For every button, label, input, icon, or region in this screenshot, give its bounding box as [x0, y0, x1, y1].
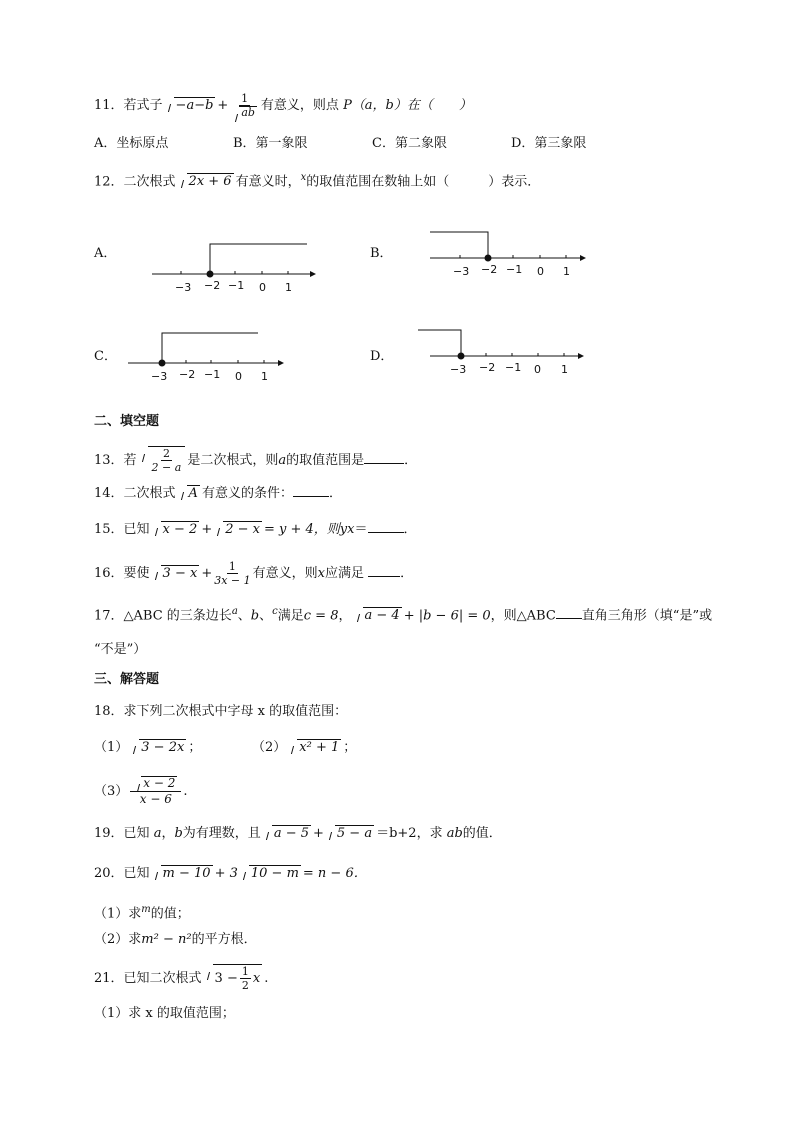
tick-label: −1	[506, 263, 523, 276]
question-20: 20．已知 m − 10 + 3 10 − m = n − 6．	[94, 864, 367, 884]
q16-answer-blank[interactable]	[368, 576, 400, 577]
q11-label: 11．若式子	[94, 98, 163, 113]
question-14: 14．二次根式 A 有意义的条件： ．	[94, 484, 342, 504]
q18-part-3: （3） $\frac{x - 2}{x - 6}$ .	[94, 776, 188, 806]
tick-label: −3	[175, 281, 192, 294]
q21-part-1: （1）求 x 的取值范围；	[94, 1006, 235, 1021]
q18-part-2: （2） x² + 1 ；	[252, 738, 356, 758]
tick-label: −2	[179, 368, 196, 381]
q11-point: P（a，b）在（ ）	[343, 98, 472, 113]
section-heading-fill-in: 二、填空题	[94, 414, 160, 429]
q15-answer-blank[interactable]	[368, 532, 404, 533]
tick-label: −3	[450, 363, 467, 376]
q12-radical: 2x + 6	[178, 172, 234, 192]
q20-part-2: （2）求m² − n²的平方根．	[94, 932, 257, 947]
question-19: 19．已知 a，b为有理数，且 a − 5 + 5 − a ＝b+2，求 ab的值．	[94, 824, 502, 844]
tick-label: 1	[261, 370, 268, 383]
number-line-a	[150, 236, 320, 296]
q14-radical: A	[178, 484, 200, 504]
tick-label: −2	[479, 361, 496, 374]
q18-part-1: （1） 3 − 2x ；	[94, 738, 201, 758]
question-11: 11．若式子 −a−b + $\frac{1}{ab}$ 有意义，则点 P（a，b）在（ ）	[94, 92, 472, 119]
question-13: 13．若 $\frac{2}{2 - a}$ 是二次根式，则a的取值范围是 ．	[94, 447, 418, 474]
section-heading-solutions: 三、解答题	[94, 672, 160, 687]
tick-label: −1	[204, 368, 221, 381]
q11-fraction: $\frac{1}{ab}$	[230, 92, 259, 119]
tick-label: 1	[561, 363, 568, 376]
number-line-d	[416, 326, 588, 378]
q12-option-b-label[interactable]: B．	[370, 246, 393, 261]
question-12: 12．二次根式 2x + 6 有意义时，$^x$的取值范围在数轴上如（ ）表示．	[94, 168, 540, 192]
question-18: 18．求下列二次根式中字母 x 的取值范围：	[94, 704, 348, 719]
q14-answer-blank[interactable]	[293, 496, 329, 497]
q12-option-a-label[interactable]: A．	[94, 246, 117, 261]
q17-radical: a − 4	[354, 606, 402, 626]
question-15: 15．已知 x − 2 + 2 − x = y + 4，则yx＝ ．	[94, 520, 417, 540]
q11-option-a[interactable]: A．坐标原点	[94, 136, 169, 151]
tick-label: 0	[259, 281, 266, 294]
q16-radical: 3 − x	[152, 564, 200, 584]
tick-label: −1	[505, 361, 522, 374]
q11-radical-1: −a−b	[165, 96, 216, 116]
question-17-continued: “不是”）	[94, 642, 147, 657]
question-17: 17．△ABC 的三条边长$^a$、b、$^c$满足c = 8， a − 4 + |b − 6| = 0，则△ABC 直角三角形（填“是”或	[94, 602, 712, 626]
q12-option-c-label[interactable]: C．	[94, 349, 117, 364]
q15-radical-1: x − 2	[152, 520, 200, 540]
number-line-b	[428, 228, 593, 280]
tick-label: −1	[228, 279, 245, 292]
q11-option-c[interactable]: C．第二象限	[372, 136, 447, 151]
tick-label: −2	[481, 263, 498, 276]
tick-label: −2	[204, 279, 221, 292]
number-line-c	[126, 328, 291, 383]
q15-radical-2: 2 − x	[214, 520, 262, 540]
q11-option-b[interactable]: B．第一象限	[233, 136, 308, 151]
tick-label: −3	[151, 370, 168, 383]
question-16: 16．要使 3 − x + $\frac{1}{3x - 1}$ 有意义，则x应满足 ．	[94, 560, 414, 587]
q13-radical: $\frac{2}{2 - a}$	[139, 446, 186, 474]
q21-radical: 3 − $\frac{1}{2}$ x	[204, 964, 263, 992]
q20-part-1: （1）求$^m$的值；	[94, 904, 190, 922]
tick-label: 0	[537, 265, 544, 278]
q13-answer-blank[interactable]	[364, 463, 404, 464]
q12-option-d-label[interactable]: D．	[370, 349, 394, 364]
tick-label: −3	[453, 265, 470, 278]
tick-label: 0	[235, 370, 242, 383]
tick-label: 0	[534, 363, 541, 376]
question-21: 21．已知二次根式 3 − $\frac{1}{2}$ x .	[94, 965, 269, 992]
tick-label: 1	[285, 281, 292, 294]
q16-fraction: $\frac{1}{3x - 1}$	[214, 560, 251, 587]
tick-label: 1	[563, 265, 570, 278]
q11-option-d[interactable]: D．第三象限	[511, 136, 587, 151]
q17-answer-blank[interactable]	[556, 618, 582, 619]
